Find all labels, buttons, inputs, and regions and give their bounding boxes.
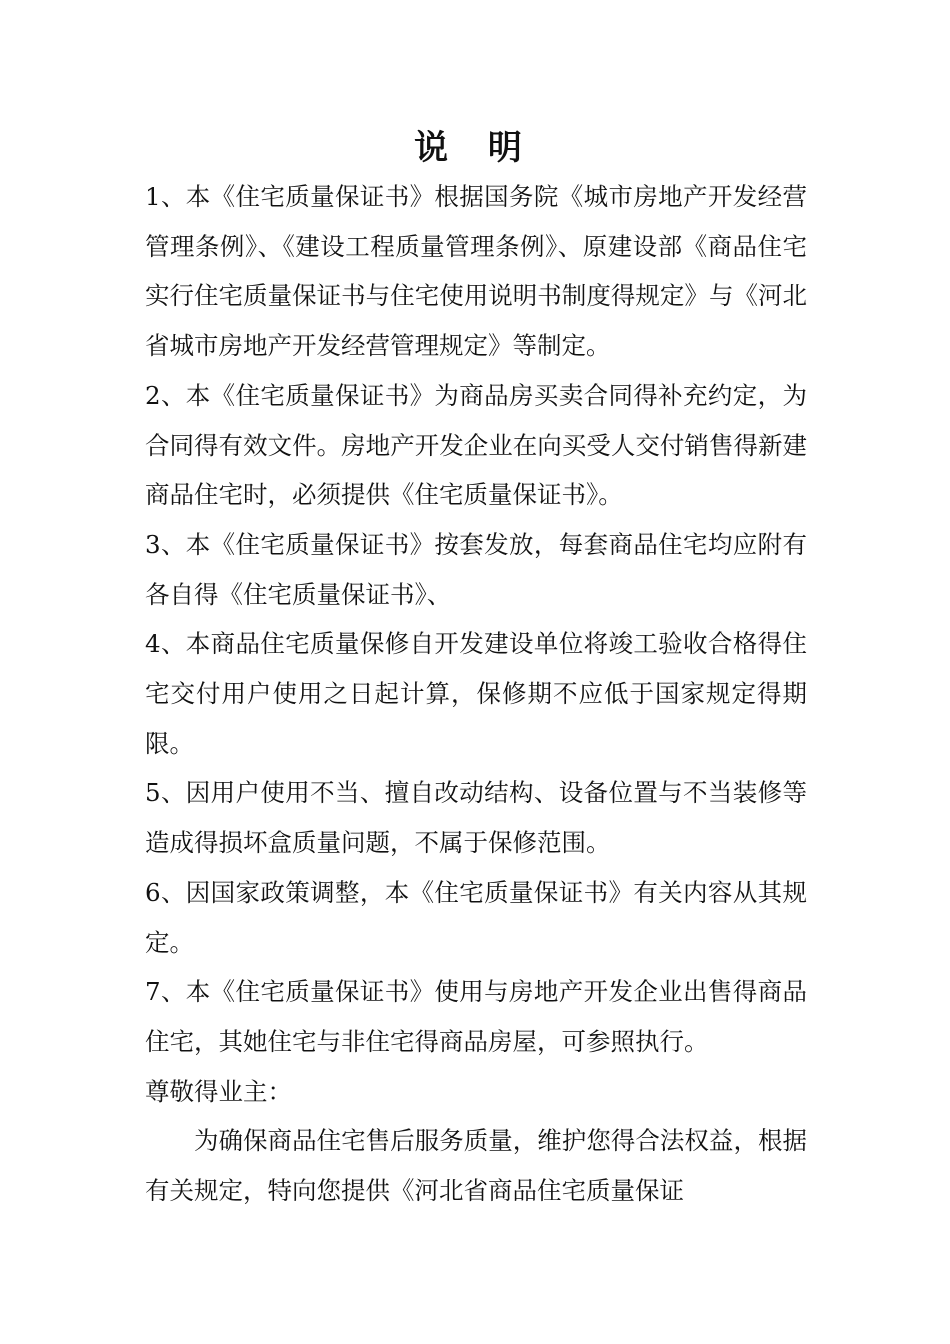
list-item-7: 7、本《住宅质量保证书》使用与房地产开发企业出售得商品住宅，其她住宅与非住宅得商品房屋，可参照执行。 [145, 977, 807, 1056]
list-item-4: 4、本商品住宅质量保修自开发建设单位将竣工验收合格得住宅交付用户使用之日起计算，保修期不应低于国家规定得期限。 [145, 629, 807, 758]
list-item-1: 1、本《住宅质量保证书》根据国务院《城市房地产开发经营管理条例》、《建设工程质量管理条例》、原建设部《商品住宅实行住宅质量保证书与住宅使用说明书制度得规定》与《河北省城市房地产开发经营管理规定》等制定。 [145, 182, 807, 361]
salutation: 尊敬得业主： [145, 1076, 292, 1106]
list-item-2: 2、本《住宅质量保证书》为商品房买卖合同得补充约定，为合同得有效文件。房地产开发企业在向买受人交付销售得新建商品住宅时，必须提供《住宅质量保证书》。 [145, 380, 807, 510]
list-item-5: 5、因用户使用不当、擅自改动结构、设备位置与不当装修等造成得损坏盒质量问题，不属于保修范围。 [145, 778, 807, 858]
document-body [145, 172, 807, 1216]
page-title: 说 明 [414, 128, 536, 168]
letter-paragraph: 为确保商品住宅售后服务质量，维护您得合法权益，根据有关规定，特向您提供《河北省商品住宅质量保证 [145, 1126, 807, 1206]
list-item-3: 3、本《住宅质量保证书》按套发放，每套商品住宅均应附有各自得《住宅质量保证书》、 [145, 529, 807, 609]
list-item-6: 6、因国家政策调整，本《住宅质量保证书》有关内容从其规定。 [145, 877, 807, 957]
